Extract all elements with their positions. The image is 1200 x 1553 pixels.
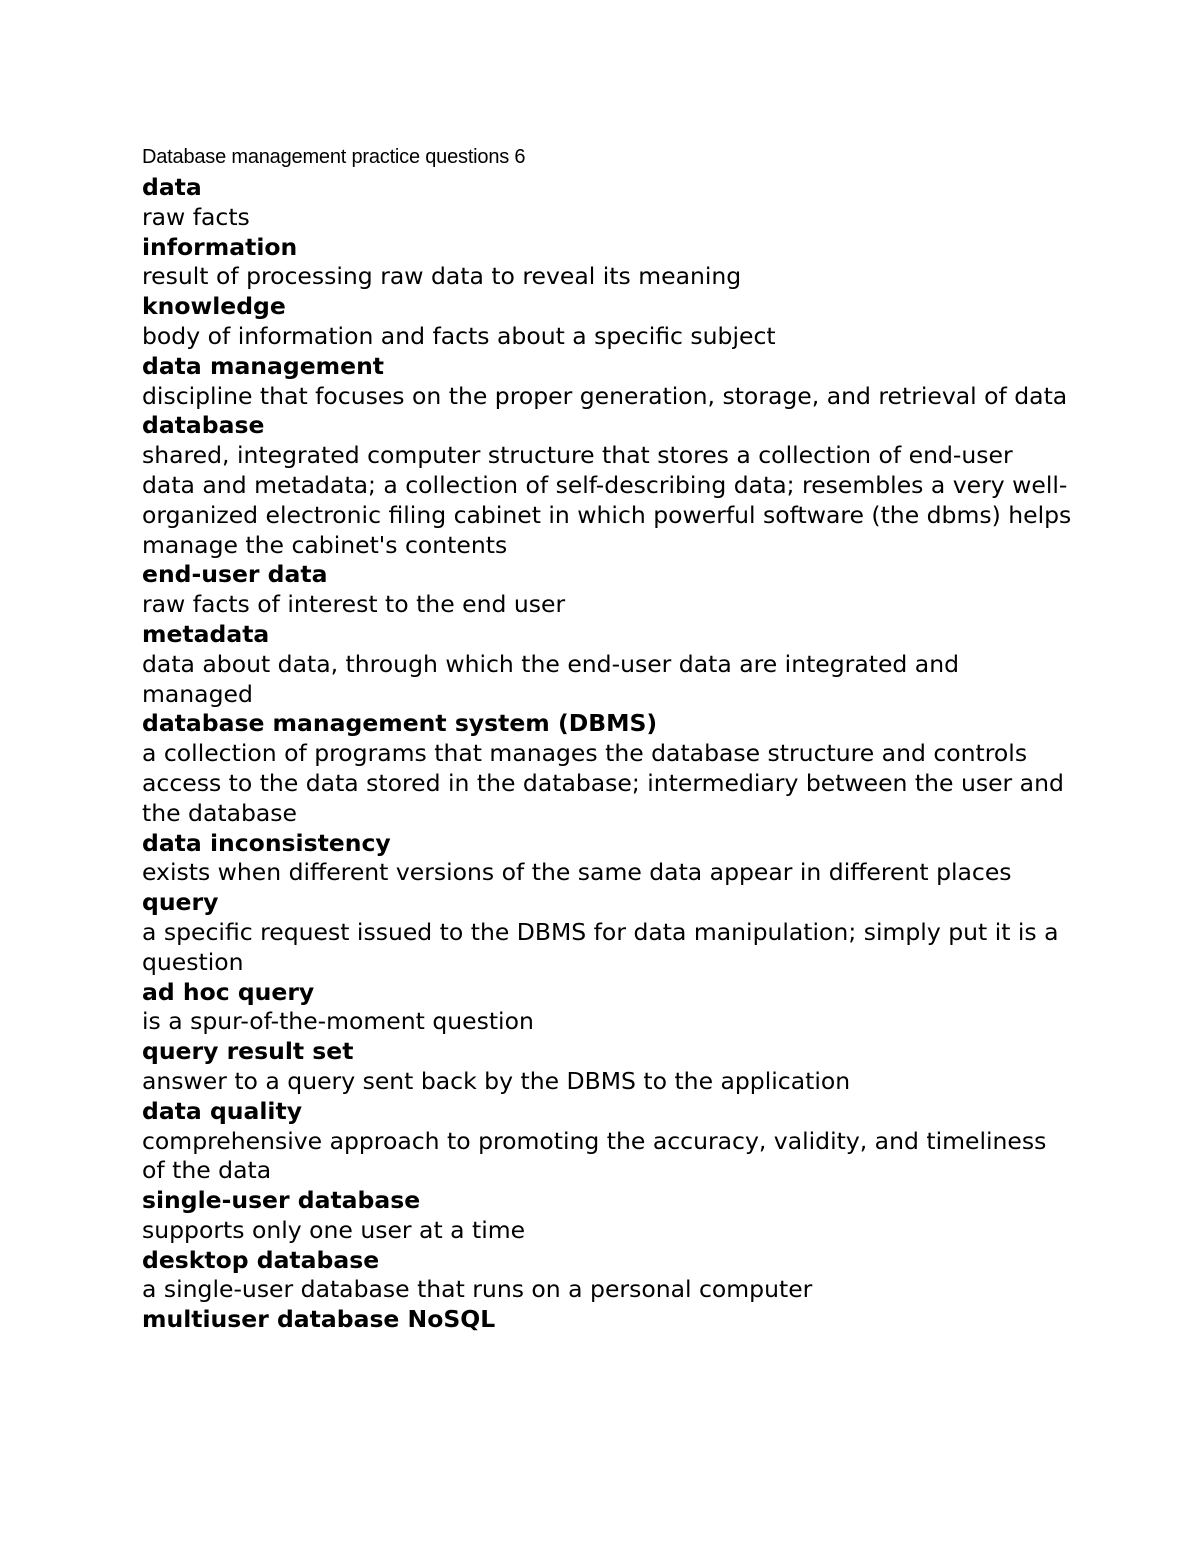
definition-data: raw facts (142, 202, 250, 231)
definition-desktop-database: a single-user database that runs on a personal computer (142, 1275, 813, 1304)
definition-dbms: a collection of programs that manages the database structure and controls access to the data stored in the database; intermediary between the user and the database (142, 739, 1064, 827)
definition-information: result of processing raw data to reveal its meaning (142, 262, 742, 291)
glossary-entry (142, 560, 1072, 620)
definition-query: a specific request issued to the DBMS for data manipulation; simply put it is a question (142, 917, 1059, 976)
term-database: database (142, 411, 265, 440)
definition-single-user-database: supports only one user at a time (142, 1215, 526, 1244)
glossary-entry (142, 709, 1072, 828)
glossary-entry (142, 292, 1072, 352)
definition-data-inconsistency: exists when different versions of the same data appear in different places (142, 858, 1012, 887)
definition-data-management: discipline that focuses on the proper generation, storage, and retrieval of data (142, 381, 1068, 410)
definition-metadata: data about data, through which the end-user data are integrated and managed (142, 649, 960, 708)
term-knowledge: knowledge (142, 292, 286, 321)
glossary-entry (142, 1186, 1072, 1246)
glossary-entry (142, 233, 1072, 293)
glossary-entry (142, 1305, 1072, 1335)
definition-knowledge: body of information and facts about a specific subject (142, 321, 776, 350)
term-data-management: data management (142, 351, 385, 380)
term-single-user-database: single-user database (142, 1186, 421, 1215)
definition-end-user-data: raw facts of interest to the end user (142, 590, 566, 619)
term-information: information (142, 232, 298, 261)
document-content (142, 144, 1072, 1335)
term-desktop-database: desktop database (142, 1245, 380, 1274)
glossary-entry (142, 829, 1072, 889)
term-query: query (142, 888, 219, 917)
definition-ad-hoc-query: is a spur-of-the-moment question (142, 1007, 534, 1036)
glossary-entry (142, 352, 1072, 412)
glossary-entry (142, 411, 1072, 560)
glossary-entry (142, 978, 1072, 1038)
glossary-entry (142, 1097, 1072, 1186)
glossary-entry (142, 620, 1072, 709)
glossary-entry (142, 1246, 1072, 1306)
term-multiuser-database-nosql: multiuser database NoSQL (142, 1305, 496, 1334)
term-metadata: metadata (142, 619, 270, 648)
definition-data-quality: comprehensive approach to promoting the accuracy, validity, and timeliness of the data (142, 1126, 1047, 1185)
term-ad-hoc-query: ad hoc query (142, 977, 315, 1006)
term-data-inconsistency: data inconsistency (142, 828, 391, 857)
term-query-result-set: query result set (142, 1037, 354, 1066)
term-data: data (142, 173, 202, 201)
document-title: Database management practice questions 6 (142, 146, 526, 168)
term-data-quality: data quality (142, 1096, 303, 1125)
term-end-user-data: end-user data (142, 560, 328, 589)
definition-database: shared, integrated computer structure that stores a collection of end-user data and metadata; a collection of self-describing data; resembles a very well-organized electronic filing cabinet in which powerful software (the dbms) helps manage the cabinet's contents (142, 441, 1072, 559)
glossary-entry (142, 1037, 1072, 1097)
glossary-entry (142, 173, 1072, 233)
definition-query-result-set: answer to a query sent back by the DBMS to the application (142, 1066, 851, 1095)
glossary-entry (142, 888, 1072, 977)
term-dbms: database management system (DBMS) (142, 709, 658, 738)
